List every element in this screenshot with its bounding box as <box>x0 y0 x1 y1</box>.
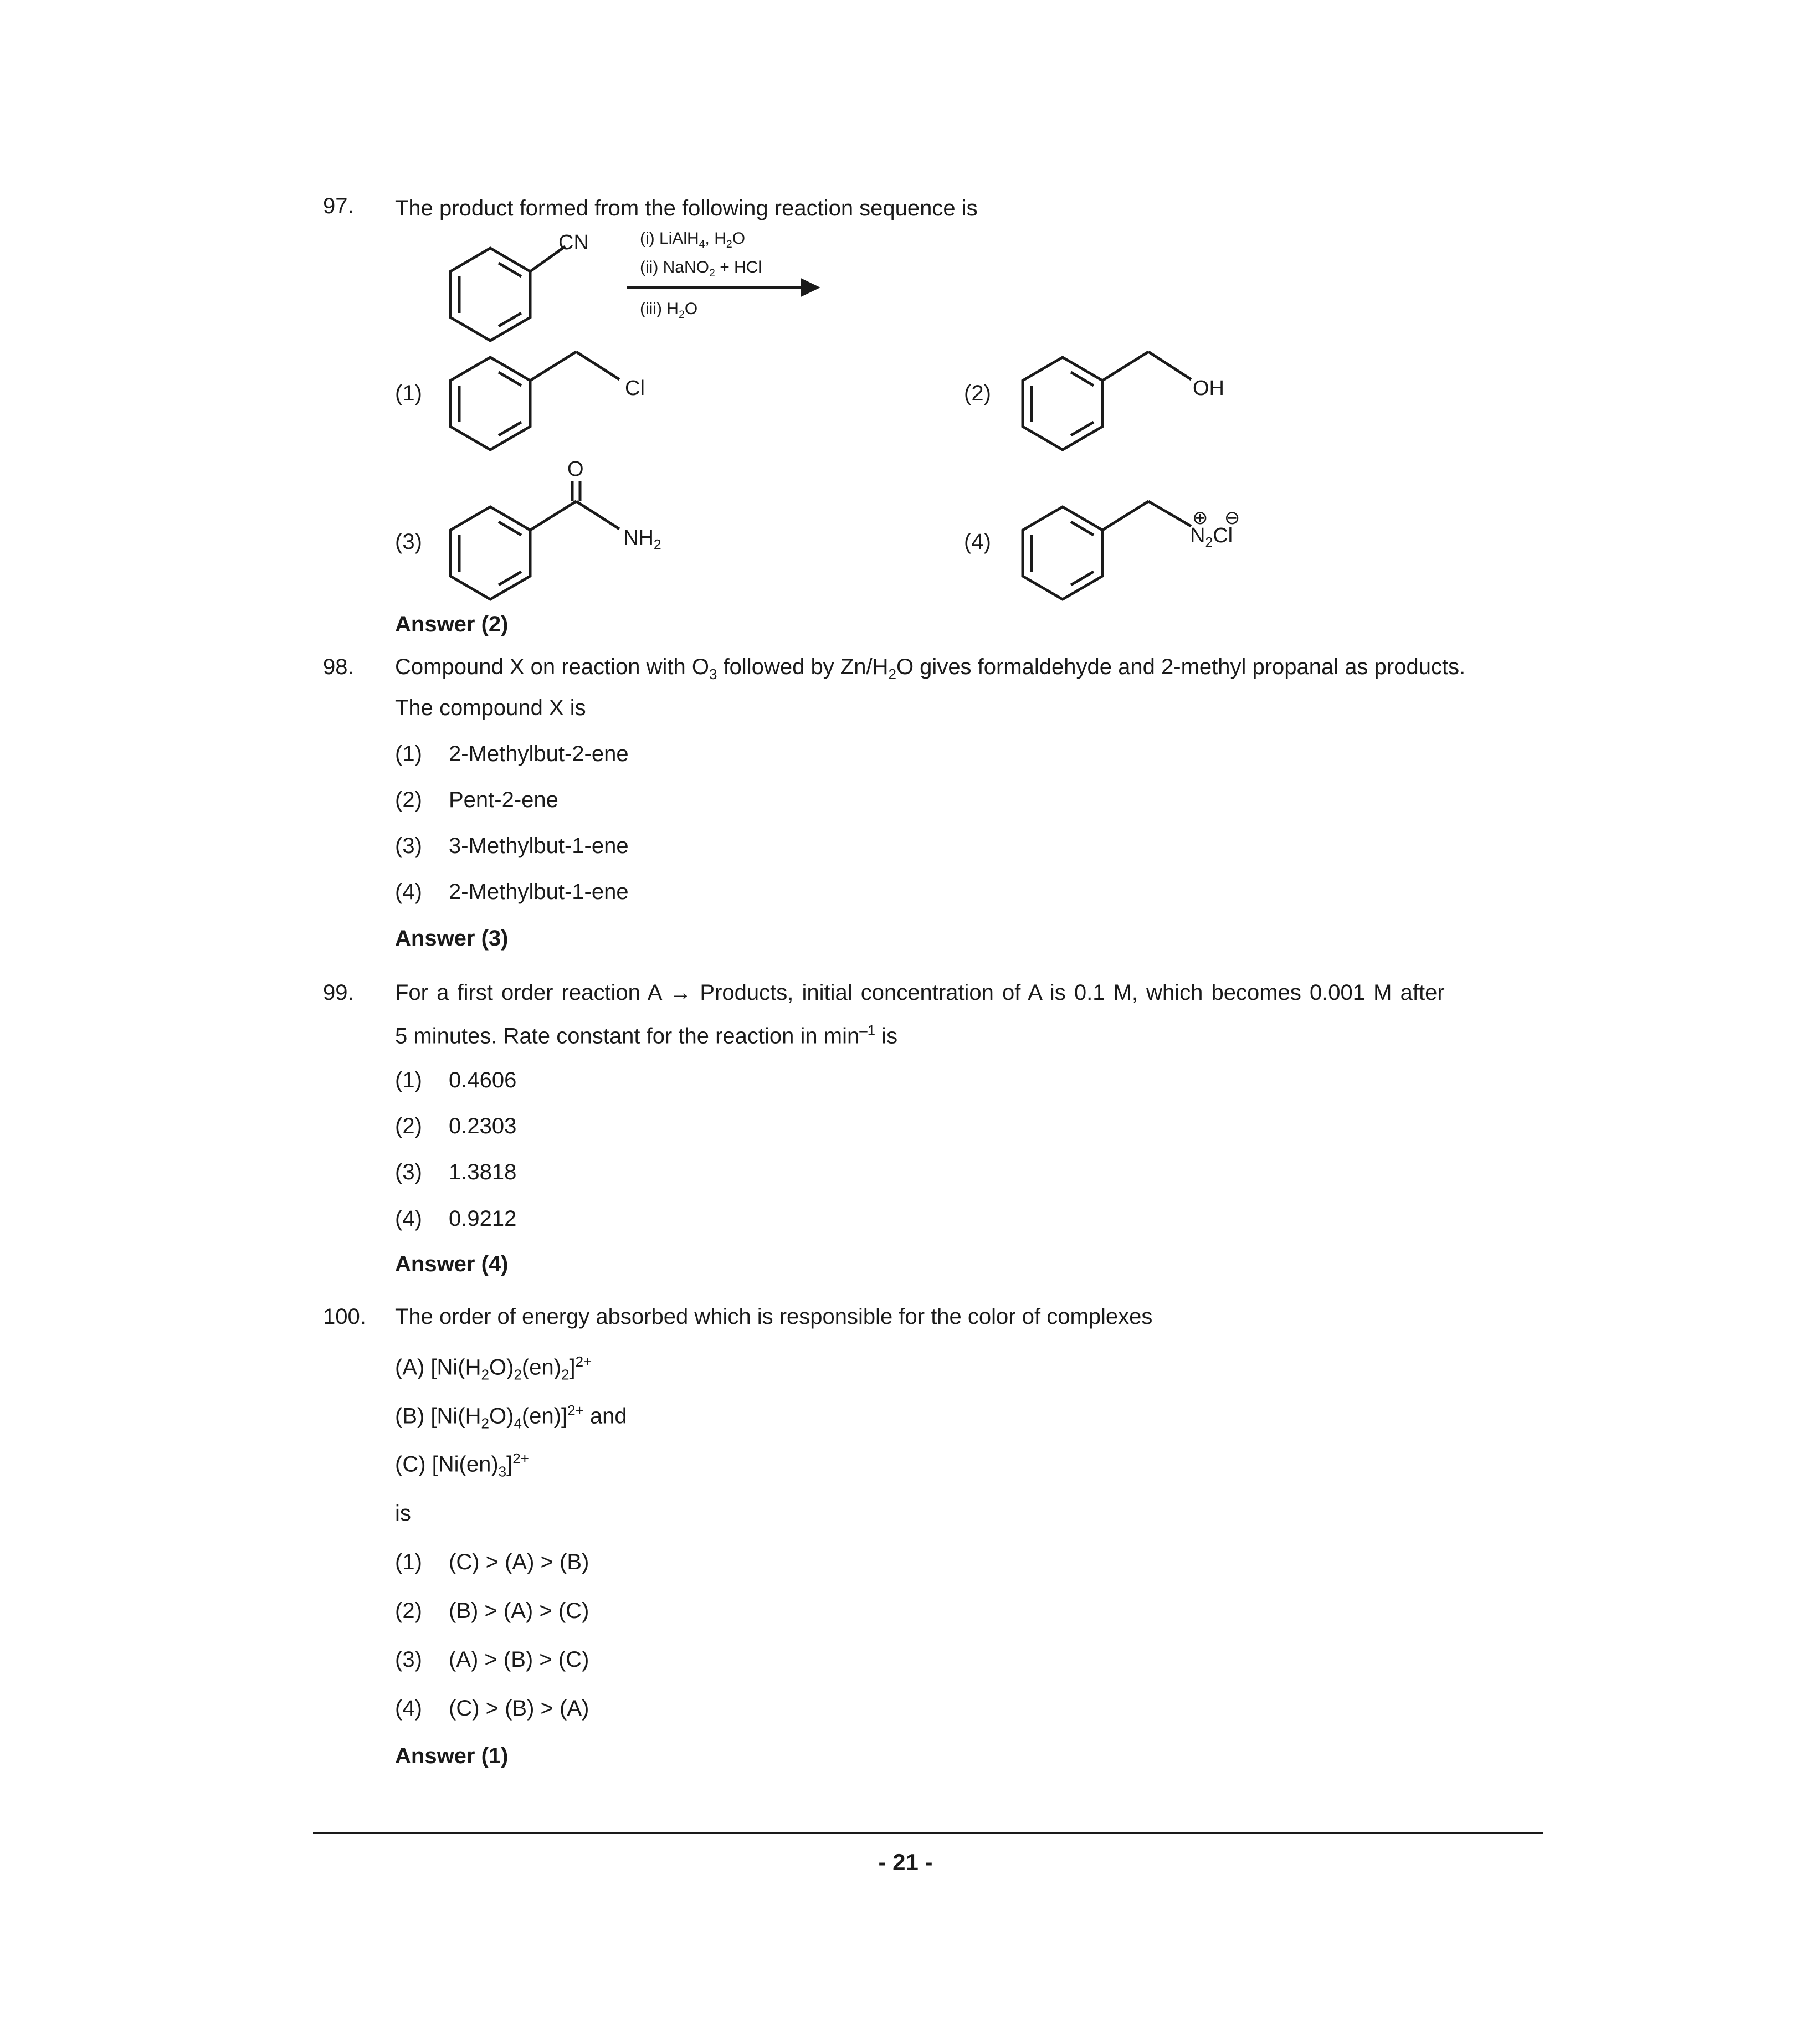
question-text-line2: 5 minutes. Rate constant for the reaction in $\min^{-1}$ is <box>395 1022 898 1049</box>
structure-option-1 <box>450 352 619 450</box>
structure-option-4 <box>1023 501 1191 599</box>
footer-divider <box>313 1832 1543 1834</box>
complex-c: (C) $[Ni(en)_3]^{2+}$ <box>395 1450 529 1480</box>
option-label: (4) <box>395 1696 422 1721</box>
structure-option-2 <box>1023 352 1191 450</box>
option-text: 0.4606 <box>449 1068 517 1092</box>
option-label: (1) <box>395 381 422 405</box>
option-label: (3) <box>395 530 422 554</box>
group-label: OH <box>1193 377 1224 400</box>
benzene-reactant <box>450 246 565 341</box>
question-number: 98. <box>323 655 354 679</box>
option-label: (2) <box>395 1599 422 1623</box>
option-text: 3-Methylbut-1-ene <box>449 834 629 858</box>
group-label: $NH_2$ <box>623 526 661 553</box>
carbonyl-oxygen-label: O <box>567 458 584 481</box>
option-text: (A) > (B) > (C) <box>449 1647 589 1672</box>
option-label: (1) <box>395 1550 422 1574</box>
option-label: (2) <box>964 381 991 405</box>
option-label: (4) <box>964 530 991 554</box>
reagent-step-3: (iii) $H_2O$ <box>640 300 698 321</box>
reactant-group-label: CN <box>558 231 589 254</box>
question-text-line2: The compound X is <box>395 696 586 720</box>
reagent-step-2: (ii) NaNO$_2$ + HCl <box>640 258 762 279</box>
answer: Answer (3) <box>395 926 509 951</box>
question-text-is: is <box>395 1501 411 1526</box>
question-text: Compound X on reaction with $O_3$ followed by $Zn/H_2O$ gives formaldehyde and 2-methyl propanal as products. <box>395 655 1466 682</box>
option-label: (1) <box>395 742 422 766</box>
question-text: For a first order reaction A → Products, initial concentration of A is 0.1 M, which becomes 0.001 M after <box>395 980 1445 1005</box>
question-number: 99. <box>323 980 354 1005</box>
option-text: 0.2303 <box>449 1114 517 1138</box>
option-text: 1.3818 <box>449 1160 517 1184</box>
option-text: (B) > (A) > (C) <box>449 1599 589 1623</box>
option-text: 0.9212 <box>449 1206 517 1231</box>
reagent-step-1: (i) LiAlH$_4$, $H_2O$ <box>640 229 746 250</box>
option-text: Pent-2-ene <box>449 788 558 812</box>
answer: Answer (2) <box>395 612 509 636</box>
charge-symbols: ⊕ ⊖ <box>1192 507 1246 528</box>
group-label: Cl <box>625 377 645 400</box>
option-label: (3) <box>395 834 422 858</box>
complex-b: (B) $[Ni(H_2O)_4(en)]^{2+}$ and <box>395 1402 627 1432</box>
structure-option-3 <box>450 481 619 599</box>
option-text: (C) > (B) > (A) <box>449 1696 589 1721</box>
question-text: The product formed from the following reaction sequence is <box>395 196 978 220</box>
option-label: (2) <box>395 788 422 812</box>
option-label: (2) <box>395 1114 422 1138</box>
group-label: $N_2Cl$ <box>1190 524 1233 551</box>
reaction-arrow <box>627 280 817 295</box>
answer: Answer (4) <box>395 1252 509 1276</box>
question-number: 100. <box>323 1305 366 1329</box>
page-number: - 21 - <box>878 1849 933 1875</box>
complex-a: (A) $[Ni(H_2O)_2(en)_2]^{2+}$ <box>395 1353 592 1383</box>
option-text: 2-Methylbut-2-ene <box>449 742 629 766</box>
answer: Answer (1) <box>395 1744 509 1768</box>
option-text: (C) > (A) > (B) <box>449 1550 589 1574</box>
option-label: (3) <box>395 1647 422 1672</box>
option-label: (4) <box>395 880 422 904</box>
question-text: The order of energy absorbed which is responsible for the color of complexes <box>395 1305 1153 1329</box>
option-label: (1) <box>395 1068 422 1092</box>
option-label: (4) <box>395 1206 422 1231</box>
question-number: 97. <box>323 194 354 218</box>
option-label: (3) <box>395 1160 422 1184</box>
option-text: 2-Methylbut-1-ene <box>449 880 629 904</box>
